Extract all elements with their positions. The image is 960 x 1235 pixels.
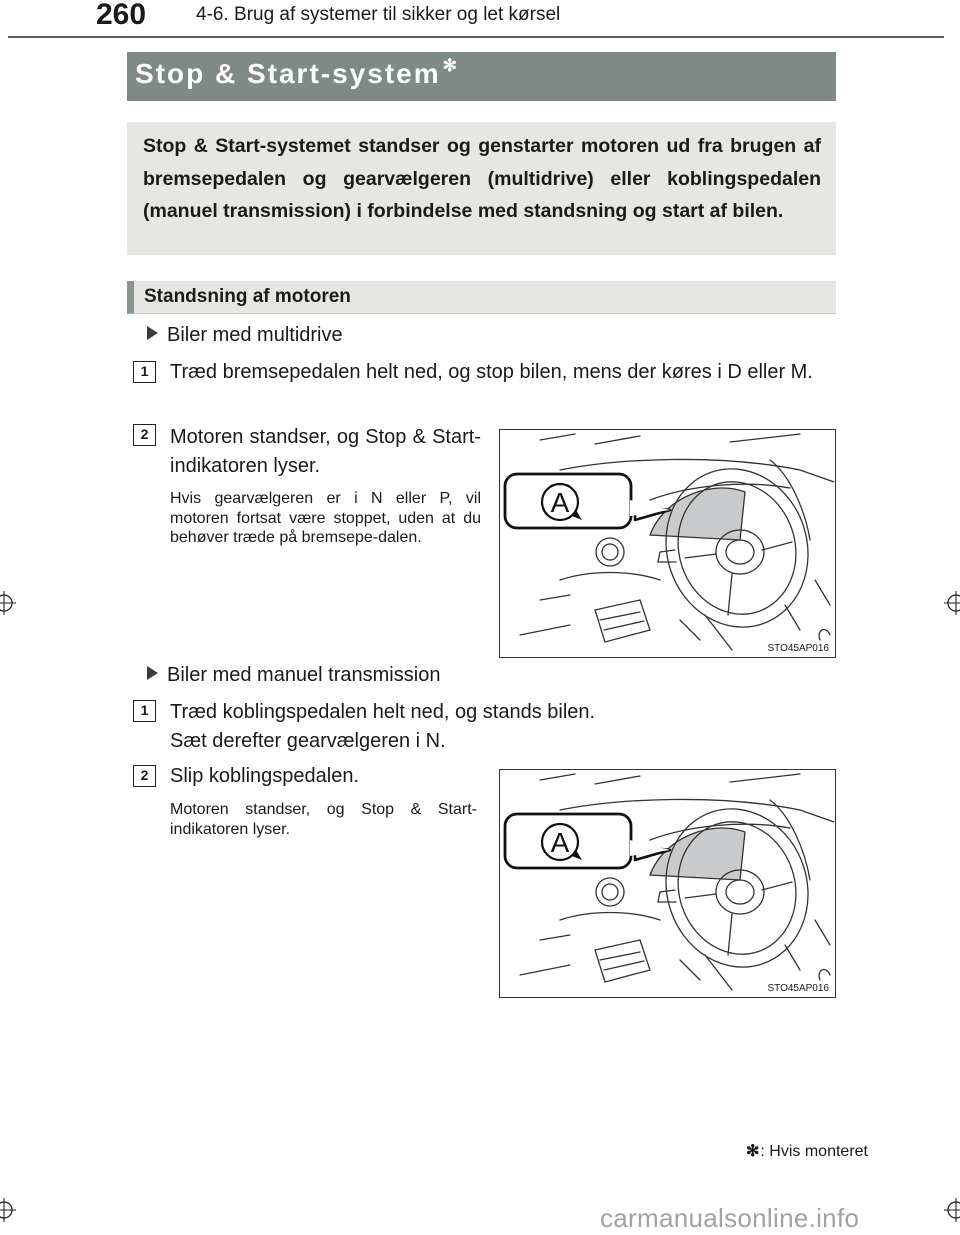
step-number-badge: 1 <box>133 700 156 722</box>
heading-manual <box>147 664 440 687</box>
asterisk-icon: ✻ <box>442 56 459 75</box>
registration-mark-icon <box>0 1198 16 1222</box>
page-title <box>135 58 459 90</box>
intro-box <box>127 122 836 255</box>
header-divider <box>8 36 944 38</box>
footnote <box>746 1141 868 1161</box>
step-number-badge: 1 <box>133 361 156 383</box>
arrow-bullet-icon <box>147 666 158 680</box>
figure-code: STO45AP016 <box>767 643 829 654</box>
subsection-header <box>127 281 836 314</box>
heading-manual-text: Biler med manuel transmission <box>167 664 441 686</box>
dashboard-drawing <box>500 770 834 996</box>
page-number: 260 <box>96 0 147 31</box>
registration-mark-icon <box>944 1198 960 1222</box>
watermark: carmanualsonline.info <box>600 1203 860 1233</box>
dashboard-illustration <box>499 429 836 658</box>
section-header: 4-6. Brug af systemer til sikker og let kørsel <box>196 4 561 25</box>
step-text <box>170 698 828 755</box>
footnote-text: : Hvis monteret <box>760 1143 868 1160</box>
asterisk-icon: ✻ <box>746 1143 760 1160</box>
registration-mark-icon <box>0 591 16 615</box>
arrow-bullet-icon <box>147 326 158 340</box>
figure-callout-label: A <box>550 487 570 518</box>
step-text: Træd bremsepedalen helt ned, og stop bilen, mens der køres i D eller M. <box>170 361 813 383</box>
registration-mark-icon <box>944 591 960 615</box>
intro-text: Stop & Start-systemet standser og genstarter motoren ud fra brugen af bremsepedalen og gearvælgeren (multidrive) eller koblingspedalen (manuel transmission) i forbindelse med standsning og start af bilen. <box>143 135 821 222</box>
subsection-title: Standsning af motoren <box>144 286 351 307</box>
heading-multidrive-text: Biler med multidrive <box>167 324 343 346</box>
page-title-text: Stop & Start-system <box>135 58 441 89</box>
step-note: Hvis gearvælgeren er i N eller P, vil motoren fortsat være stoppet, uden at du behøver træde på bremsepe-dalen. <box>170 490 481 546</box>
step-text-line: Træd koblingspedalen helt ned, og stands bilen. <box>170 701 596 723</box>
step-note: Motoren standser, og Stop & Start-indikatoren lyser. <box>170 801 477 838</box>
step-number-badge: 2 <box>133 424 156 446</box>
step-text-line: Sæt derefter gearvælgeren i N. <box>170 729 446 752</box>
heading-multidrive <box>147 324 343 347</box>
figure-callout-label: A <box>550 827 570 858</box>
figure-code: STO45AP016 <box>767 983 829 994</box>
step-number-badge: 2 <box>133 765 156 787</box>
step-text: Slip koblingspedalen. <box>170 765 360 787</box>
step-text: Motoren standser, og Stop & Start-indikatoren lyser. <box>170 426 481 477</box>
title-bar <box>127 52 836 101</box>
dashboard-illustration <box>499 769 836 998</box>
dashboard-drawing <box>500 430 834 656</box>
